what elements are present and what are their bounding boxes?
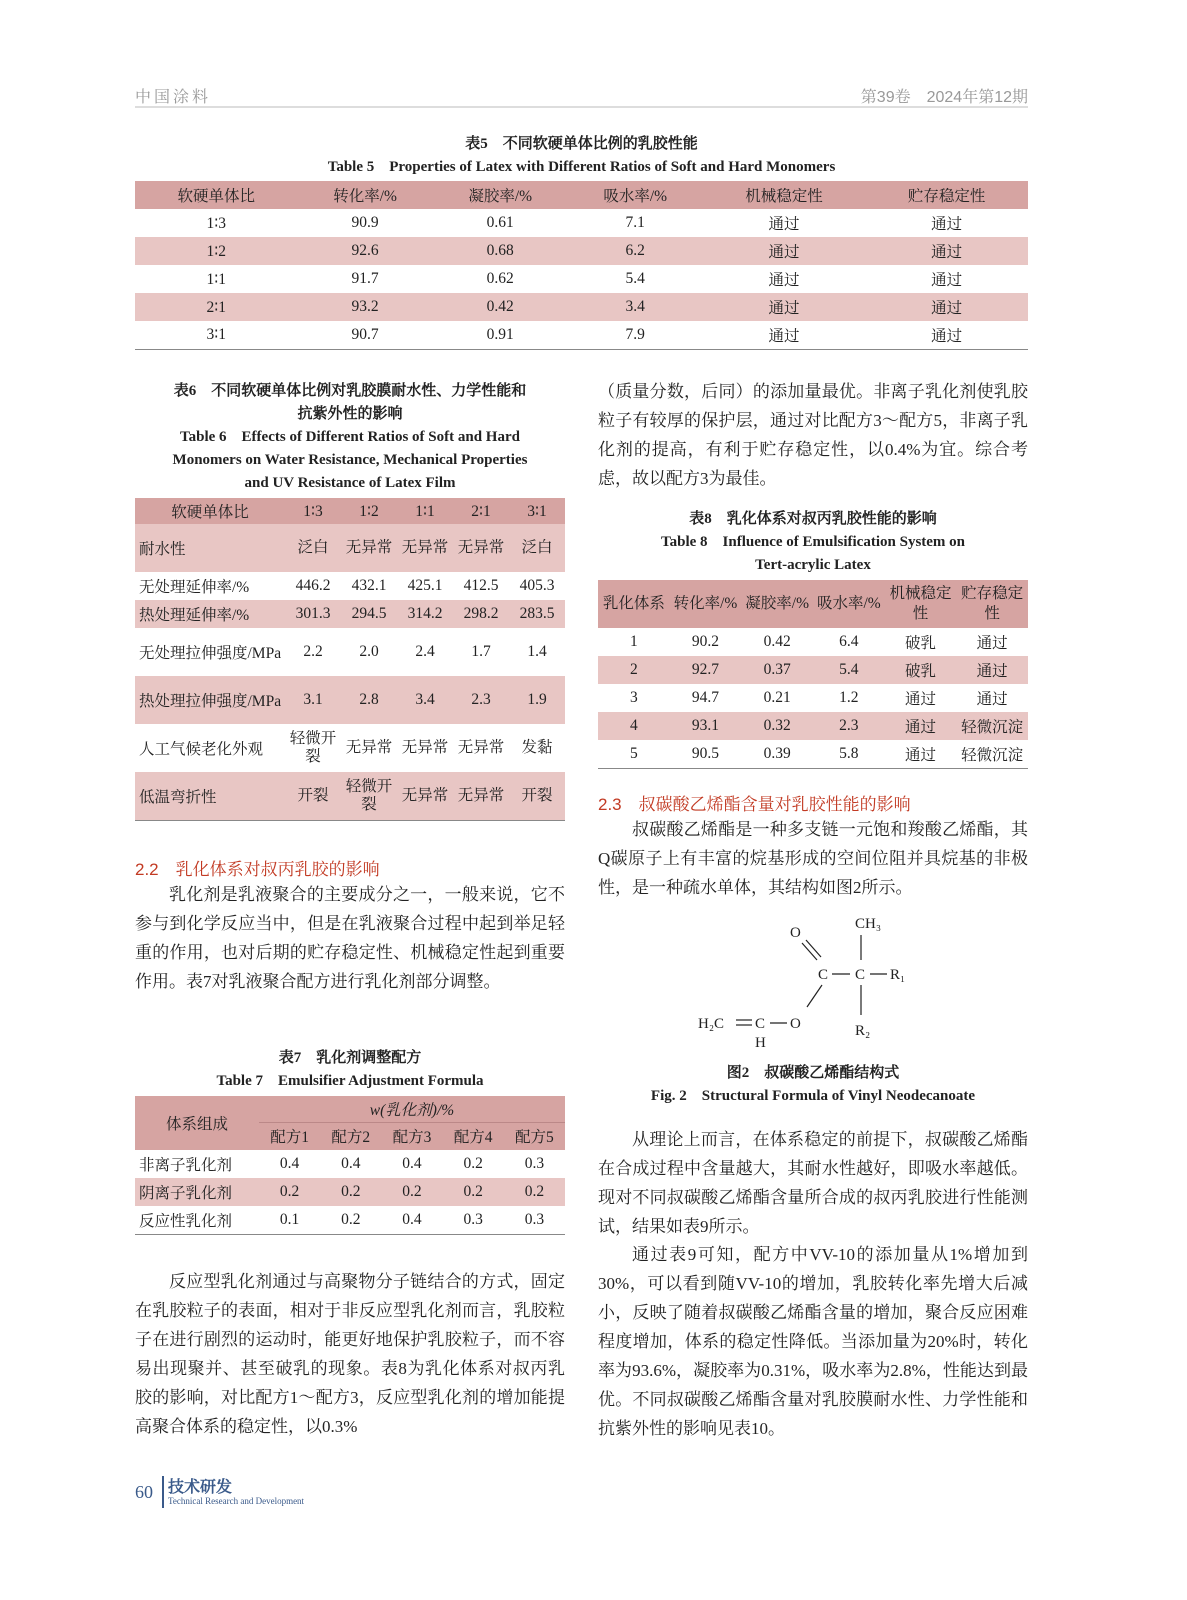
- table-cell: 通过: [904, 691, 936, 708]
- table-cell: 93.1: [691, 717, 720, 734]
- table-cell: 轻微沉淀: [961, 746, 1024, 764]
- table-cell: 配方4: [453, 1129, 493, 1147]
- table-cell: 412.5: [463, 577, 499, 594]
- table6: [135, 498, 565, 821]
- table-cell: 通过: [768, 216, 800, 233]
- table-cell: 机械稳定性: [889, 585, 952, 622]
- table-cell: 无处理延伸率/%: [139, 579, 250, 596]
- table-cell: 0.37: [763, 661, 791, 678]
- table-cell: 0.4: [341, 1155, 361, 1172]
- table-cell: 0.2: [402, 1183, 422, 1200]
- table-cell: 配方5: [514, 1129, 554, 1147]
- table-cell: 94.7: [691, 689, 720, 706]
- table8-title-en: Table 8 Influence of Emulsification System on: [660, 534, 966, 550]
- figure2-caption: [598, 1062, 1028, 1108]
- table-row: [135, 237, 1028, 265]
- table-cell: 6.2: [625, 242, 645, 259]
- table-cell: 93.2: [351, 298, 379, 315]
- journal-name: 中国涂料: [135, 89, 212, 106]
- table6-title-en-3: and UV Resistance of Latex Film: [244, 475, 456, 491]
- table-cell: 0.2: [524, 1183, 545, 1200]
- table-cell: 7.9: [625, 325, 645, 343]
- table-cell: 发黏: [521, 739, 553, 756]
- table-cell: 4: [629, 717, 638, 734]
- table8-title-cn: 表8 乳化体系对叔丙乳胶性能的影响: [689, 511, 937, 527]
- table-cell: 1∶1: [415, 502, 435, 520]
- table-cell: 92.6: [351, 242, 379, 259]
- table-cell: 凝胶率/%: [468, 188, 533, 205]
- table-cell: 转化率/%: [333, 188, 397, 205]
- table-cell: 1∶2: [206, 242, 227, 260]
- table-cell: 通过: [904, 719, 936, 736]
- table-cell: 2.3: [471, 691, 491, 708]
- table-cell: 2.4: [415, 643, 435, 660]
- table-cell: 90.2: [691, 633, 720, 650]
- table6-caption: [135, 380, 565, 495]
- table-cell: 吸水率/%: [816, 595, 881, 612]
- footer-section-en: Technical Research and Development: [168, 1496, 305, 1506]
- table-cell: 热处理延伸率/%: [139, 607, 250, 624]
- table-cell: 无异常: [401, 786, 449, 804]
- table-cell: 0.2: [341, 1183, 361, 1200]
- table-cell: 通过: [931, 300, 963, 317]
- table-cell: 人工气候老化外观: [139, 741, 264, 758]
- table-cell: 0.61: [486, 214, 514, 231]
- table-cell: 0.3: [524, 1210, 545, 1228]
- table-header-row: [135, 1096, 565, 1122]
- table-cell: 1∶3: [303, 502, 323, 520]
- table-cell: 0.21: [763, 689, 791, 706]
- table-cell: 破乳: [904, 663, 936, 680]
- table-cell: 配方2: [331, 1129, 371, 1147]
- header-rule: [135, 106, 1028, 108]
- footer-divider: [162, 1476, 164, 1508]
- table-cell: 90.7: [351, 325, 379, 343]
- table-cell: 314.2: [407, 605, 443, 622]
- atom-h2c: H₂C: [698, 1016, 725, 1032]
- table5-title-en: Table 5 Properties of Latex with Different Ratios of Soft and Hard Monomers: [327, 159, 836, 175]
- figure2-structural-formula: [690, 905, 930, 1055]
- table7-title-en: Table 7 Emulsifier Adjustment Formula: [216, 1073, 484, 1089]
- table-cell: 软硬单体比: [171, 504, 249, 521]
- table-cell: 91.7: [351, 270, 379, 287]
- table-cell: 90.5: [691, 744, 720, 762]
- table-cell: 0.91: [486, 325, 514, 343]
- table-cell: 0.42: [486, 298, 514, 315]
- table5-title-cn: 表5 不同软硬单体比例的乳胶性能: [465, 136, 698, 152]
- table-cell: 3.4: [415, 691, 435, 708]
- table-cell: 阴离子乳化剂: [139, 1185, 233, 1202]
- table-cell: 凝胶率/%: [745, 595, 809, 612]
- table-cell: 3∶1: [527, 502, 547, 520]
- table-cell: 0.2: [279, 1183, 300, 1200]
- table-cell: 294.5: [351, 605, 387, 622]
- table-row: [135, 1178, 565, 1206]
- table6-title-cn: 表6 不同软硬单体比例对乳胶膜耐水性、力学性能和: [173, 383, 527, 399]
- right-paragraph-continued: （质量分数，后同）的添加量最优。非离子乳化剂使乳胶粒子有较厚的保护层，通过对比配方3～配方5，非离子乳化剂的提高，有利于贮存稳定性，以0.4%为宜。综合考虑，故以配方3为最佳。: [598, 382, 1028, 488]
- table-cell: 吸水率/%: [603, 188, 668, 205]
- table-cell: 通过: [931, 216, 963, 233]
- table-cell: 92.7: [691, 661, 720, 678]
- table5-caption: [135, 133, 1028, 179]
- table-cell: 无处理拉伸强度/MPa: [139, 645, 282, 662]
- table-cell: 405.3: [519, 577, 555, 594]
- table-cell: 3: [629, 689, 638, 706]
- table-row: [598, 740, 1028, 768]
- table-cell: 6.4: [839, 633, 859, 650]
- table-cell: 通过: [931, 327, 963, 345]
- table-cell: 乳化体系: [602, 595, 665, 612]
- table-cell: 通过: [976, 663, 1008, 680]
- page-number: 60: [135, 1482, 153, 1502]
- table-row: [135, 600, 565, 628]
- table-cell: 无异常: [345, 739, 393, 756]
- table-cell: 5: [629, 744, 638, 762]
- table-cell: 0.2: [341, 1210, 361, 1228]
- table-cell: 通过: [976, 635, 1008, 652]
- table-row: [135, 724, 565, 772]
- table-cell: 配方1: [270, 1129, 309, 1147]
- table-cell: 轻微开裂: [289, 730, 337, 765]
- table-row: [135, 1206, 565, 1234]
- table-header-row: [598, 580, 1028, 628]
- table7-caption: [135, 1047, 565, 1093]
- table-cell: 开裂: [297, 786, 329, 804]
- table-cell: 非离子乳化剂: [139, 1157, 233, 1174]
- table-cell: 3.1: [303, 691, 323, 708]
- table-cell: 0.32: [763, 717, 791, 734]
- table-cell: 破乳: [904, 635, 936, 652]
- atom-o-top: O: [790, 925, 801, 941]
- table-cell: 贮存稳定性: [961, 585, 1024, 622]
- table-cell: 转化率/%: [673, 595, 738, 612]
- table-cell: 5.4: [839, 661, 859, 678]
- table-cell: 2: [629, 661, 638, 678]
- table-row: [135, 293, 1028, 321]
- table-cell: 机械稳定性: [745, 188, 823, 205]
- table-cell: 0.39: [763, 744, 791, 762]
- table-cell: 通过: [931, 272, 963, 289]
- table8-title-en-2: Tert-acrylic Latex: [755, 557, 871, 573]
- table-cell: 无异常: [457, 539, 505, 556]
- table-cell: 2.8: [359, 691, 379, 708]
- figure2-title-cn: 图2 叔碳酸乙烯酯结构式: [726, 1065, 900, 1081]
- table-cell: 1∶1: [206, 270, 227, 288]
- atom-h: H: [755, 1035, 766, 1051]
- table-row: [135, 1150, 565, 1178]
- table-cell: 432.1: [351, 577, 387, 594]
- table-cell: 446.2: [295, 577, 331, 594]
- table-cell: 无异常: [345, 539, 393, 556]
- table8: [598, 580, 1028, 769]
- section-2-2-heading: 2.2 乳化体系对叔丙乳胶的影响: [135, 860, 380, 879]
- section-2-3-paragraph-2: 从理论上而言，在体系稳定的前提下，叔碳酸乙烯酯在合成过程中含量越大，其耐水性越好，即吸水率越低。现对不同叔碳酸乙烯酯含量所合成的叔丙乳胶进行性能测试，结果如表9所示。: [598, 1130, 1028, 1236]
- table-cell: 0.3: [463, 1210, 483, 1228]
- table7-title-cn: 表7 乳化剂调整配方: [278, 1050, 422, 1066]
- table-cell: 1.4: [527, 643, 547, 660]
- table-cell: 90.9: [351, 214, 379, 231]
- table-cell: 5.4: [625, 270, 645, 287]
- table-cell: 体系组成: [165, 1116, 228, 1133]
- table-cell: 7.1: [625, 214, 645, 231]
- table-cell: 配方3: [392, 1129, 432, 1147]
- table-cell: 耐水性: [139, 541, 186, 558]
- table-row: [598, 628, 1028, 656]
- table-cell: 1.9: [527, 691, 547, 708]
- table-row: [135, 265, 1028, 293]
- table-cell: 通过: [768, 244, 800, 261]
- table6-title-en: Table 6 Effects of Different Ratios of Soft and Hard: [180, 429, 520, 445]
- table-cell: 298.2: [463, 605, 499, 622]
- table-cell: 2.3: [839, 717, 859, 734]
- table-cell: 1.7: [471, 643, 491, 660]
- figure2-title-en: Fig. 2 Structural Formula of Vinyl Neodecanoate: [650, 1088, 976, 1104]
- table-cell: 反应性乳化剂: [139, 1212, 233, 1230]
- table-cell: 泛白: [521, 539, 553, 556]
- table-cell: 2∶1: [206, 298, 227, 316]
- table-cell: 通过: [976, 691, 1008, 708]
- table-cell: 1.2: [839, 689, 859, 706]
- table-row: [135, 628, 565, 676]
- table-cell: 0.4: [279, 1155, 300, 1172]
- atom-c1: C: [818, 967, 829, 983]
- table-cell: 3.4: [625, 298, 645, 315]
- table-row: [598, 656, 1028, 684]
- table-cell: 泛白: [297, 539, 329, 556]
- table-row: [135, 209, 1028, 237]
- table-cell: 开裂: [521, 786, 553, 804]
- table-row: [598, 712, 1028, 740]
- table-cell: w(乳化剂)/%: [259, 1096, 565, 1122]
- table-cell: 通过: [931, 244, 963, 261]
- table-cell: 通过: [768, 272, 800, 289]
- table-cell: 0.68: [486, 242, 514, 259]
- atom-c2: C: [855, 967, 866, 983]
- table-cell: 425.1: [407, 577, 443, 594]
- table-header-row: [135, 498, 565, 524]
- table-cell: 无异常: [401, 739, 449, 756]
- table-cell: 1: [629, 633, 638, 650]
- table-row: [135, 524, 565, 572]
- table-row: [135, 321, 1028, 349]
- table-cell: 软硬单体比: [177, 188, 256, 205]
- table-cell: 通过: [904, 746, 936, 764]
- table-row: [135, 676, 565, 724]
- table-header-row: [135, 181, 1028, 209]
- table-cell: 0.2: [463, 1183, 483, 1200]
- table-cell: 热处理拉伸强度/MPa: [139, 693, 282, 710]
- table-cell: 1∶3: [206, 214, 227, 232]
- table-cell: 2.0: [359, 643, 379, 660]
- table-row: [135, 572, 565, 600]
- table-cell: 轻微开裂: [345, 777, 393, 813]
- table-cell: 贮存稳定性: [907, 188, 986, 205]
- atom-ch3: CH₃: [855, 916, 882, 932]
- table-cell: 0.62: [486, 270, 514, 287]
- table-cell: 轻微沉淀: [961, 719, 1024, 736]
- section-2-3-paragraph-3: 通过表9可知，配方中VV-10的添加量从1%增加到30%，可以看到随VV-10的增加，乳胶转化率先增大后减小，反映了随着叔碳酸乙烯酯含量的增加，聚合反应困难程度增加，体系的稳定性降低。当添加量为20%时，转化率为93.6%，凝胶率为0.31%，吸水率为2.8%，性能达到最优。不同叔碳酸乙烯酯含量对乳胶膜耐水性、力学性能和抗紫外性的影响见表10。: [598, 1245, 1028, 1438]
- section-2-2-paragraph-1: 乳化剂是乳液聚合的主要成分之一，一般来说，它不参与到化学反应当中，但是在乳液聚合过程中起到举足轻重的作用，也对后期的贮存稳定性、机械稳定性起到重要作用。表7对乳液聚合配方进行乳化剂部分调整。: [135, 885, 565, 991]
- table-cell: 0.42: [763, 633, 791, 650]
- table-cell: 0.4: [402, 1155, 422, 1172]
- atom-r1: R₁: [890, 967, 906, 983]
- table-cell: 3∶1: [206, 326, 227, 344]
- table6-title-cn-2: 抗紫外性的影响: [297, 406, 403, 422]
- issue-info: 第39卷 2024年第12期: [860, 89, 1028, 106]
- table-cell: 1∶2: [359, 502, 379, 520]
- table-cell: 301.3: [295, 605, 331, 622]
- table6-title-en-2: Monomers on Water Resistance, Mechanical Properties: [172, 452, 528, 468]
- section-2-3-paragraph-1: 叔碳酸乙烯酯是一种多支链一元饱和羧酸乙烯酯，其Q碳原子上有丰富的烷基形成的空间位阻并具烷基的非极性，是一种疏水单体，其结构如图2所示。: [598, 820, 1028, 897]
- section-2-2-paragraph-2: 反应型乳化剂通过与高聚物分子链结合的方式，固定在乳胶粒子的表面，相对于非反应型乳化剂而言，乳胶粒子在进行剧烈的运动时，能更好地保护乳胶粒子，而不容易出现聚并、甚至破乳的现象。表8为乳化体系对叔丙乳胶的影响，对比配方1～配方3，反应型乳化剂的增加能提高聚合体系的稳定性，以0.3%: [135, 1272, 565, 1436]
- table5: [135, 181, 1028, 350]
- section-2-3-heading: 2.3 叔碳酸乙烯酯含量对乳胶性能的影响: [598, 795, 911, 814]
- table-cell: 低温弯折性: [139, 788, 217, 806]
- table-cell: 无异常: [457, 739, 505, 756]
- footer-section-cn: 技术研发: [168, 1479, 233, 1496]
- table-cell: 通过: [768, 300, 800, 317]
- atom-r2: R₂: [855, 1023, 871, 1039]
- table-cell: 通过: [768, 327, 800, 345]
- table7: [135, 1096, 565, 1235]
- atom-o: O: [790, 1016, 801, 1032]
- atom-c3: C: [755, 1016, 766, 1032]
- table8-caption: [598, 508, 1028, 577]
- table-cell: 0.1: [279, 1210, 300, 1228]
- table-cell: 无异常: [401, 539, 449, 556]
- table-cell: 0.3: [524, 1155, 545, 1172]
- table-cell: 2∶1: [471, 502, 491, 520]
- table-cell: 2.2: [303, 643, 323, 660]
- table-cell: 无异常: [457, 786, 505, 804]
- table-cell: 0.2: [463, 1155, 483, 1172]
- table-cell: 283.5: [519, 605, 555, 622]
- table-cell: 0.4: [402, 1210, 422, 1228]
- table-row: [598, 684, 1028, 712]
- table-cell: 5.8: [839, 744, 859, 762]
- table-row: [135, 772, 565, 820]
